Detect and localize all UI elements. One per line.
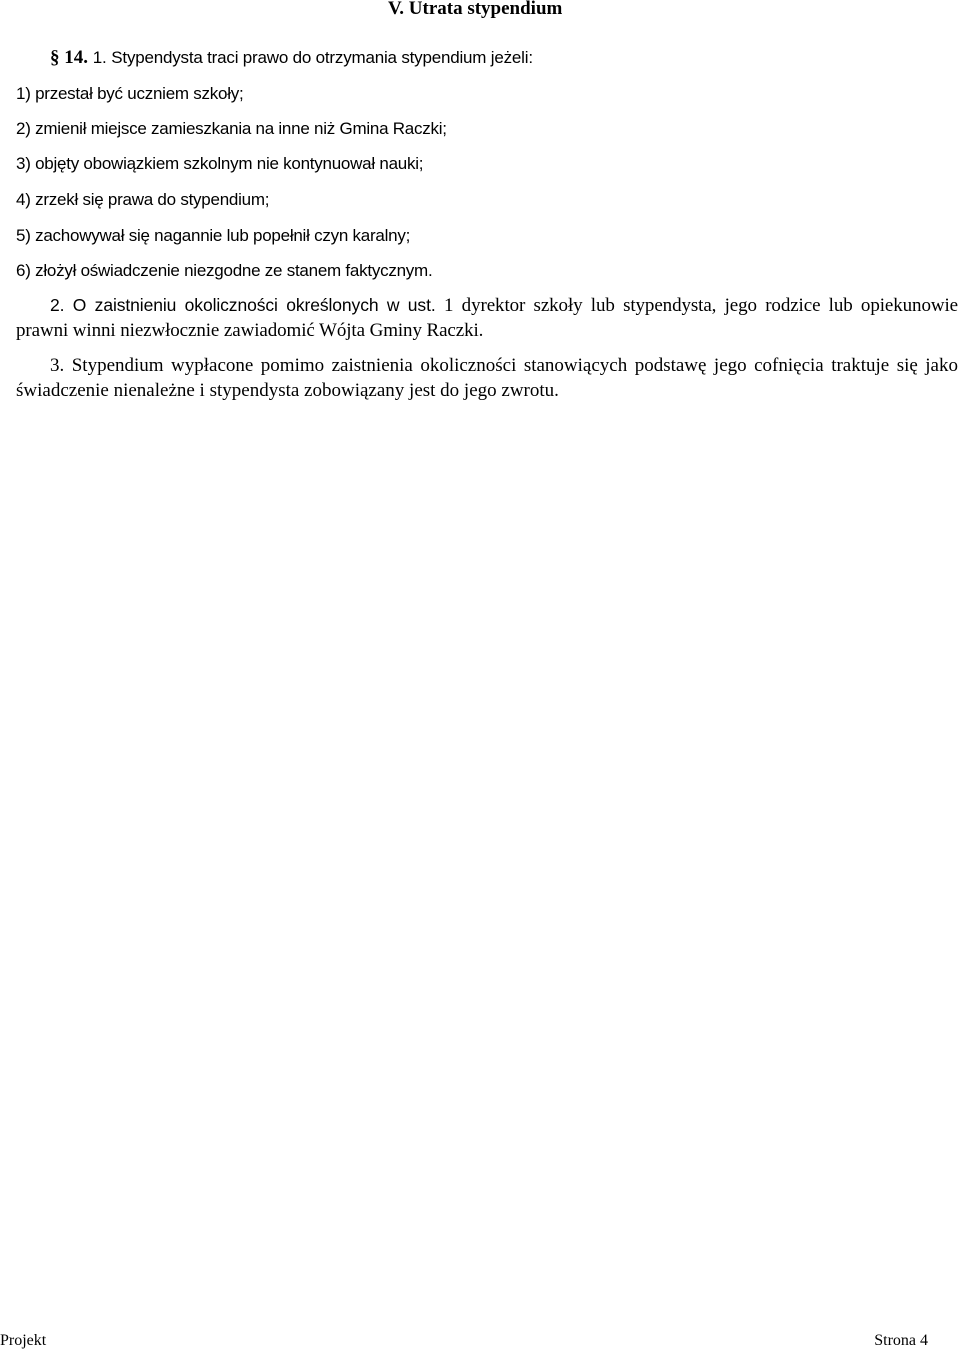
list-item: 3) objęty obowiązkiem szkolnym nie kontynuował nauki; [16,154,424,173]
section-title: V. Utrata stypendium [388,0,563,19]
footer-project-label: Projekt [0,1332,47,1349]
paragraph-3: 3. Stypendium wypłacone pomimo zaistnienia okoliczności stanowiących podstawę jego cofnięcia traktuje się jako świadczenie nienależne i stypendysta zobowiązany jest do jego zwrotu. [16,355,958,401]
intro-text: Stypendysta traci prawo do otrzymania stypendium jeżeli: [111,48,533,67]
list-item: 2) zmienił miejsce zamieszkania na inne niż Gmina Raczki; [16,119,447,138]
paragraph-2 [16,293,958,343]
paragraph-2-text-b: 1 dyrektor szkoły lub stypendysta, jego rodzice lub opiekunowie prawni winni niezwłocznie zawiadomić Wójta Gminy Raczki. [16,295,958,341]
paragraph-2-text-a: 2. O zaistnieniu okoliczności określonych w ust. [50,295,436,315]
list-item: 1) przestał być uczniem szkoły; [16,84,244,103]
sub-number: 1. [92,48,107,67]
paragraph-14-intro [50,45,533,71]
paragraph-number: § 14. [50,47,88,68]
list-item: 5) zachowywał się nagannie lub popełnił czyn karalny; [16,226,411,245]
list-item: 6) złożył oświadczenie niezgodne ze stanem faktycznym. [16,261,433,280]
list-item: 4) zrzekł się prawa do stypendium; [16,190,270,209]
footer-page-number: Strona 4 [874,1332,928,1349]
